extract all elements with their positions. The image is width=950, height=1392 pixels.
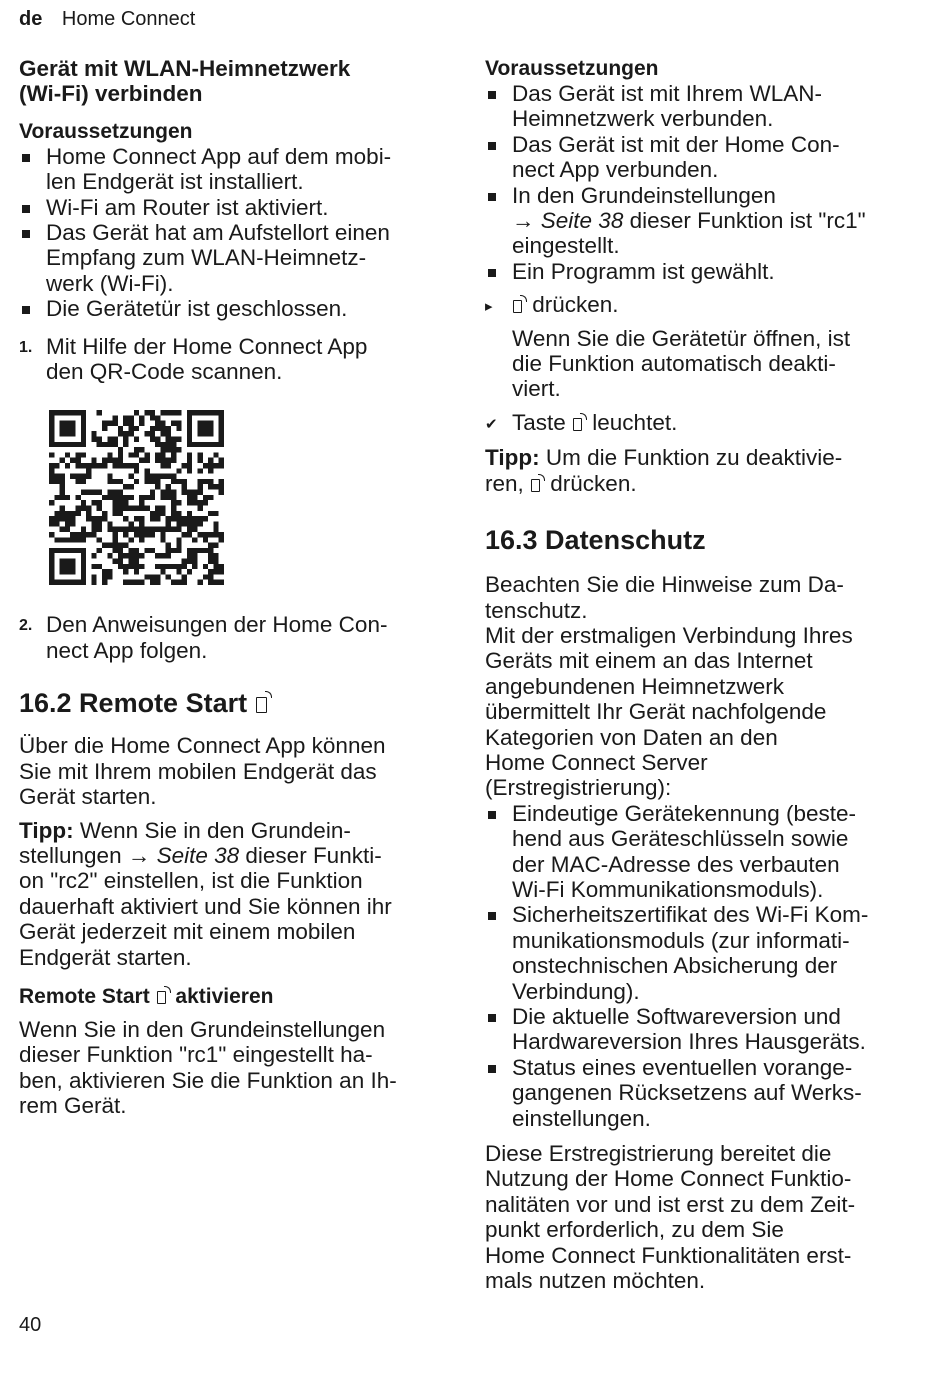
remote-start-icon: [157, 987, 169, 1004]
remote-intro: Über die Home Connect App können Sie mit Ihrem mobilen Endgerät das Gerät starten.: [19, 733, 386, 810]
list-item: Das Gerät ist mit Ihrem WLAN- Heimnetzwerk verbunden.: [485, 81, 915, 132]
activate-text: Wenn Sie in den Grundeinstellungen dieser Funktion "rc1" eingestellt ha- ben, aktivieren Sie die Funktion an Ih- rem Gerät.: [19, 1016, 397, 1119]
privacy-list: [485, 801, 915, 1131]
left-column: [19, 56, 439, 1127]
action-marker: ▸: [485, 298, 493, 316]
action-note: Wenn Sie die Gerätetür öffnen, ist die Funktion automatisch deakti- viert.: [512, 325, 851, 402]
list-item: Die Gerätetür ist geschlossen.: [19, 296, 439, 321]
list-item: Status eines eventuellen vorange- gangenen Rücksetzens auf Werks- einstellungen.: [485, 1055, 915, 1131]
qr-code: [49, 410, 224, 585]
list-item: Das Gerät ist mit der Home Con- nect App verbunden.: [485, 132, 915, 183]
language-code: de: [19, 8, 43, 30]
step-number: 2.: [19, 617, 33, 635]
check-icon: ✔: [485, 415, 498, 433]
list-item: Home Connect App auf dem mobi- len Endgerät ist installiert.: [19, 144, 439, 195]
prereq-heading: Voraussetzungen: [485, 57, 659, 80]
list-item: Sicherheitszertifikat des Wi-Fi Kom- munikationsmoduls (zur informati- onstechnischen Absicherung der Verbindung).: [485, 902, 915, 1004]
list-item: In den Grundeinstellungen → Seite 38 dieser Funktion ist "rc1" eingestellt.: [485, 183, 915, 259]
prereq-list: [19, 144, 439, 322]
page-reference-link[interactable]: Seite 38: [540, 208, 624, 234]
list-item: Wi-Fi am Router ist aktiviert.: [19, 195, 439, 220]
page-reference-link[interactable]: Seite 38: [156, 842, 240, 868]
step-1: 1. Mit Hilfe der Home Connect App den QR-Code scannen.: [19, 333, 368, 385]
remote-start-icon: [513, 296, 525, 313]
list-item: Eindeutige Gerätekennung (beste- hend aus Geräteschlüsseln sowie der MAC-Adresse des verbauten Wi-Fi Kommunikationsmoduls).: [485, 801, 915, 903]
remote-start-icon: [531, 475, 543, 492]
list-item: Ein Programm ist gewählt.: [485, 259, 915, 284]
privacy-heading: 16.3 Datenschutz: [485, 525, 706, 556]
prereq-heading: Voraussetzungen: [19, 119, 193, 143]
result-step: ✔ Taste leuchtet.: [485, 410, 915, 435]
deactivate-tip: Tipp: Um die Funktion zu deaktivie- ren, drücken.: [485, 445, 843, 496]
list-item: Die aktuelle Softwareversion und Hardwareversion Ihres Hausgeräts.: [485, 1004, 915, 1055]
page-number: 40: [19, 1314, 42, 1336]
step-2: 2. Den Anweisungen der Home Con- nect App folgen.: [19, 612, 388, 663]
remote-start-heading: 16.2 Remote Start: [19, 687, 439, 719]
page-header: [19, 8, 195, 31]
step-number: 1.: [19, 338, 33, 356]
privacy-intro: Beachten Sie die Hinweise zum Da- tenschutz. Mit der erstmaligen Verbindung Ihres Geräts mit einem an das Internet angebundenen Heimnetzwerk übermittelt Ihr Gerät nachfolgende Kategorien von Daten an den Home Connect Server (Erstregistrierung):: [485, 572, 853, 801]
list-item: Das Gerät hat am Aufstellort einen Empfang zum WLAN-Heimnetz- werk (Wi-Fi).: [19, 220, 439, 296]
header-title: Home Connect: [61, 8, 196, 30]
remote-start-icon: [573, 414, 585, 431]
action-step: ▸ drücken. Wenn Sie die Gerätetür öffnen, ist die Funktion automatisch deakti- viert.: [485, 292, 915, 402]
remote-start-icon: [256, 691, 272, 713]
privacy-outro: Diese Erstregistrierung bereitet die Nutzung der Home Connect Funktio- nalitäten vor und ist erst zu dem Zeit- punkt erforderlich, zu dem Sie Home Connect Funktionalitäten erst- mals nutzen möchten.: [485, 1141, 856, 1294]
remote-tip: Tipp: Wenn Sie in den Grundein- stellungen → Seite 38 dieser Funkti- on "rc2" einstellen, ist die Funktion dauerhaft aktiviert und Sie können ihr Gerät jederzeit mit einem mobilen Endgerät starten.: [19, 817, 392, 970]
wifi-heading: Gerät mit WLAN-Heimnetzwerk (Wi-Fi) verbinden: [19, 56, 351, 107]
activate-heading: Remote Start aktivieren: [19, 984, 274, 1008]
prereq-list: [485, 81, 915, 284]
right-column: [485, 56, 915, 1301]
